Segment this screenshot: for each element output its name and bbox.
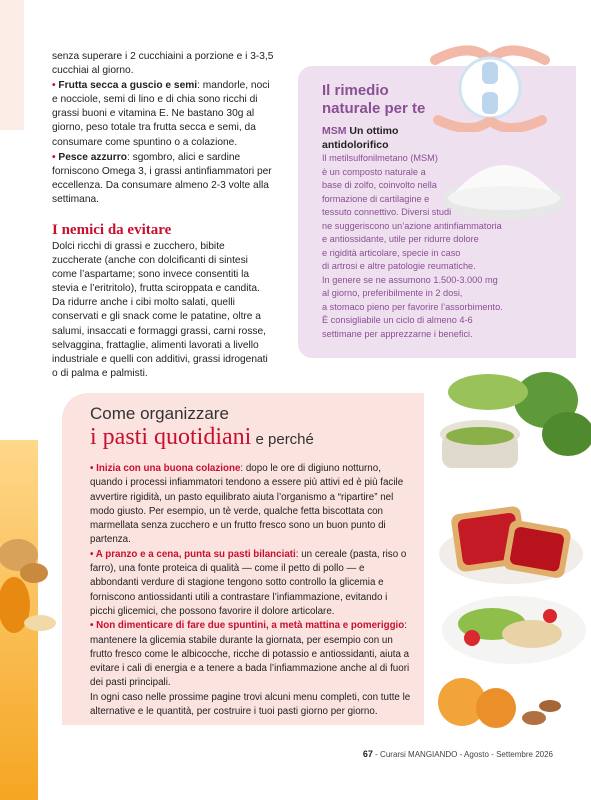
remedy-line: Il metilsulfonilmetano (MSM)	[322, 153, 438, 163]
meals-closing: In ogni caso nelle prossime pagine trovi alcuni menu completi, con tutte le alternative e le quantità, per costruire i tuoi pasti giorno per giorno.	[90, 691, 411, 718]
page-footer	[363, 749, 553, 759]
meals-item-breakfast: • Inizia con una buona colazione: dopo le ore di digiuno notturno, quando i processi infiammatori tendono a essere più attivi ed è più facile avvertire rigidità, un pasto equilibrato aiuta l’organismo a “ripartire” nel modo giusto. Per esempio, un tè verde, qualche fetta biscottata con marmellata senza zucchero e un frutto fresco sono un buon punto di partenza.	[90, 463, 404, 546]
remedy-title-line: Il rimedio	[322, 82, 389, 99]
bullet-title: Pesce azzurro	[58, 151, 127, 163]
item-title: A pranzo e a cena, punta su pasti bilanciati	[95, 548, 296, 560]
remedy-line: di artrosi e altre patologie reumatiche.	[322, 261, 476, 271]
left-paragraph: senza superare i 2 cucchiaini a porzione e i 3-3,5 cucchiai al giorno.	[52, 51, 274, 77]
meals-body	[90, 462, 415, 719]
remedy-body	[322, 152, 562, 341]
meals-title-line1: Come organizzare	[90, 404, 229, 423]
remedy-title-line: naturale per te	[322, 100, 426, 117]
meals-item-lunch-dinner: • A pranzo e a cena, punta su pasti bilanciati: un cereale (pasta, riso o farro), una fonte proteica di qualità — come il petto di pollo — e abbondanti verdure di stagione tengono sotto controllo la glicemia e forniscono antiossidanti utili a contrastare l’infiammazione, evitando i picchi glicemici, che possono favorire il dolore articolare.	[90, 548, 407, 617]
enemies-text: Dolci ricchi di grassi e zucchero, bibite zuccherate (anche con dolcificanti di sintesi come l’aspartame; sono invece consentiti la stevia e l’eritritolo), frutta sciroppata e candita. Da ridurre anche i cibi molto salati, quelli conservati e gli snack come le patatine, oltre a salumi, insaccati e formaggi grassi, carni rosse, selvaggina, frattaglie, alimenti lavorati a livello industriale e quelli con additivi, grassi idrogenati o di palma e palmisti.	[52, 241, 268, 379]
matcha-tea-icon	[428, 364, 591, 484]
page-top-pink-edge	[0, 0, 24, 130]
joint-hands-icon	[430, 40, 550, 132]
remedy-line: In genere se ne assumono 1.500-3.000 mg	[322, 274, 498, 285]
remedy-line: formazione di cartilagine e	[322, 193, 430, 204]
enemies-heading: I nemici da evitare	[52, 222, 172, 238]
remedy-subtitle-line: Un ottimo	[349, 125, 399, 137]
remedy-line: al giorno, preferibilmente in 2 dosi,	[322, 288, 463, 298]
msm-label: MSM	[322, 125, 347, 137]
bullet-text: : sgombro, alici e sardine forniscono Omega 3, i grassi antinfiammatori per eccellenza. Da consumare almeno 2-3 volte alla settimana.	[52, 151, 272, 205]
meals-title-suffix: e perché	[251, 431, 314, 448]
item-text: : mantenere la glicemia stabile durante la giornata, per esempio con un frutto fresco come le albicocche, ricche di potassio e antiossidanti, aiuta a evitare i cali di energia e a tenere a bada l’infiammazione anche al di fuori dei pasti principali.	[90, 620, 410, 689]
remedy-line: È consigliabile un ciclo di almeno 4-6	[322, 315, 473, 325]
item-title: Inizia con una buona colazione	[96, 463, 241, 474]
remedy-line: è un composto naturale a	[322, 166, 426, 177]
item-title: Non dimenticare di fare due spuntini, a metà mattina e pomeriggio	[96, 620, 405, 632]
remedy-subtitle-line: antidolorifico	[322, 139, 389, 151]
meals-title-line2	[90, 424, 314, 451]
left-column	[52, 50, 274, 208]
apricot-almonds-icon	[430, 672, 570, 736]
page-number: 67	[362, 749, 373, 759]
remedy-line: settimane per apprezzarne i benefici.	[322, 328, 473, 339]
item-text: : dopo le ore di digiuno notturno, quando i processi infiammatori tendono a essere più attivi ed è più facile avvertire rigidità, un pasto equilibrato aiuta l’organismo a “ripartire” nel modo giusto. Per esempio, un tè verde, qualche fetta biscottata con marmellata senza zucchero e un frutto fresco sono un buon punto di partenza.	[90, 463, 404, 546]
remedy-line: a stomaco pieno per favorire l’assorbimento.	[322, 301, 503, 312]
remedy-subtitle	[322, 124, 442, 152]
remedy-line: tessuto connettivo. Diversi studi	[322, 207, 452, 217]
footer-text: - Curarsi MANGIANDO - Agosto - Settembre 2026	[372, 750, 553, 759]
bullet-frutta-secca: • Frutta secca a guscio e semi: mandorle, noci e nocciole, semi di lino e di chia sono ricchi di grassi buoni e vitamina E. Ne bastano 30g al giorno, peso totale tra frutta secca e semi, da consumare come spuntino o a colazione.	[52, 80, 270, 148]
item-text: : un cereale (pasta, riso o farro), una fonte proteica di qualità — come il petto di pollo — e abbondanti verdure di stagione tengono sotto controllo la glicemia e forniscono antiossidanti utili a contrastare l’infiammazione, evitando i picchi glicemici, che possono favorire il dolore articolare.	[90, 548, 407, 617]
remedy-title	[322, 82, 425, 118]
bullet-title: Frutta secca a guscio e semi	[58, 80, 198, 92]
meals-item-snacks: • Non dimenticare di fare due spuntini, a metà mattina e pomeriggio: mantenere la glicemia stabile durante la giornata, per esempio con un frutto fresco come le albicocche, ricche di potassio e antiossidanti, aiuta a evitare i cali di energia e a tenere a bada l’infiammazione anche al di fuori dei pasti principali.	[90, 620, 410, 689]
remedy-line: e antiossidante, utile per ridurre dolore	[322, 234, 479, 244]
meals-title-main: i pasti quotidiani	[90, 424, 252, 450]
chicken-salad-icon	[432, 590, 591, 670]
remedy-line: ne suggeriscono un’azione antinfiammatoria	[322, 220, 502, 231]
toast-jam-icon	[436, 494, 591, 590]
bullet-text: : mandorle, noci e nocciole, semi di lino e di chia sono ricchi di grassi buoni e vitamina E. Ne bastano 30g al giorno, peso totale tra frutta secca e semi, da consumare come spuntino o a colazione.	[52, 80, 270, 148]
remedy-line: base di zolfo, coinvolto nella	[322, 180, 437, 190]
ginger-turmeric-icon	[0, 525, 60, 645]
remedy-line: e rigidità articolare, specie in caso	[322, 247, 461, 258]
bullet-pesce-azzurro: • Pesce azzurro: sgombro, alici e sardine forniscono Omega 3, i grassi antinfiammatori per eccellenza. Da consumare almeno 2-3 volte alla settimana.	[52, 151, 272, 205]
